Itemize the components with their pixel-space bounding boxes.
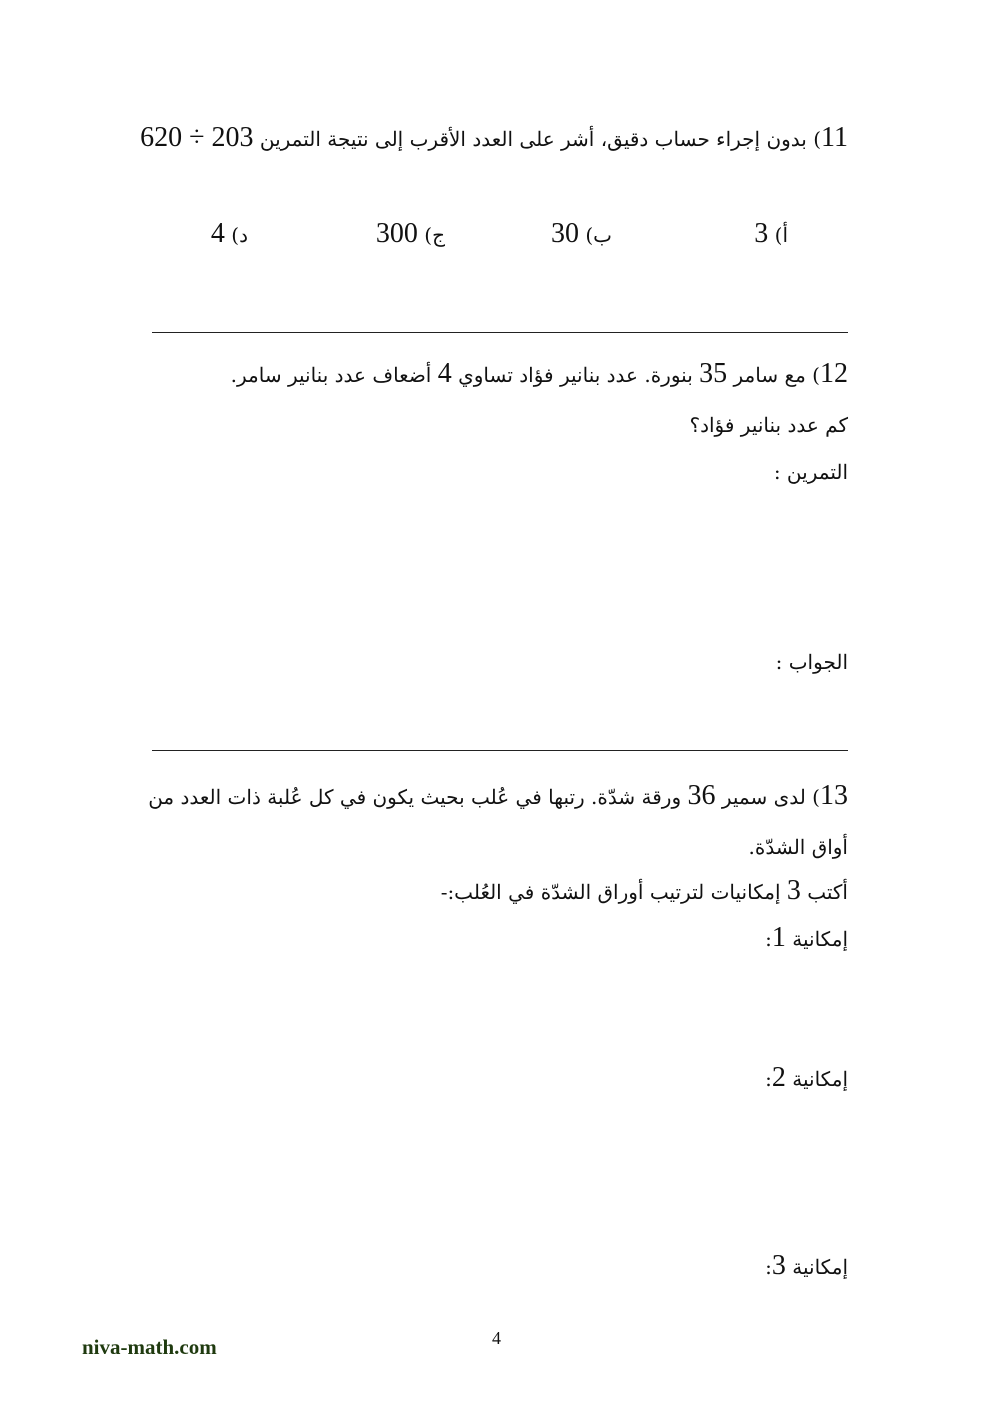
possibility-suffix: : — [765, 1255, 772, 1279]
option-label: د — [239, 223, 248, 247]
option-value: 300 — [375, 218, 418, 249]
q13-num-a: 36 — [687, 780, 716, 811]
q11-option-b[interactable]: ب) 30 — [551, 218, 612, 249]
q11-option-d[interactable]: د) 4 — [210, 218, 248, 249]
possibility-suffix: : — [765, 1067, 772, 1091]
possibility-num: 1 — [771, 922, 786, 953]
page-number: 4 — [492, 1328, 501, 1348]
option-label: ج — [432, 223, 445, 247]
q11-text: بدون إجراء حساب دقيق، أشر على العدد الأقرب إلى نتيجة التمرين — [259, 127, 807, 151]
q12-line: 12) مع سامر 35 بنورة. عدد بنانير فؤاد تساوي 4 أضعاف عدد بنانير سامر. — [230, 358, 848, 389]
q12-text-a: مع سامر — [733, 363, 806, 387]
q13-possibility-1 — [765, 922, 848, 954]
q13-number: 13 — [820, 780, 848, 811]
divider-1 — [152, 332, 848, 333]
q12-text-c: أضعاف عدد بنانير سامر. — [230, 363, 432, 387]
q12-exercise-area[interactable] — [152, 495, 848, 635]
q12-text-b: بنورة. عدد بنانير فؤاد تساوي — [458, 363, 693, 387]
q11-line: 11) بدون إجراء حساب دقيق، أشر على العدد الأقرب إلى نتيجة التمرين 620 ÷ 203 — [140, 122, 848, 153]
q12-number: 12 — [820, 358, 848, 389]
option-value: 30 — [551, 218, 579, 249]
q13-possibility-2 — [765, 1062, 848, 1094]
possibility-label: إمكانية — [792, 1067, 848, 1091]
q11-option-a[interactable]: أ) 3 — [754, 218, 788, 249]
q13-line-2: أواق الشدّة. — [748, 835, 848, 859]
q11-option-c[interactable]: ج) 300 — [375, 218, 445, 249]
q12-num-a: 35 — [699, 358, 728, 389]
q12-question: كم عدد بنانير فؤاد؟ — [689, 413, 848, 437]
q13-instruction — [441, 875, 848, 907]
q13-instr-b: إمكانيات لترتيب أوراق الشدّة في العُلب:- — [440, 880, 781, 904]
q13-instr-a: أكتب — [807, 880, 848, 904]
q12-answer-area[interactable] — [152, 680, 772, 730]
possibility-num: 3 — [771, 1250, 786, 1281]
q13-line: 13) لدى سمير 36 ورقة شدّة. رتبها في عُلب بحيث يكون في كل عُلبة ذات العدد من — [148, 780, 848, 811]
site-link[interactable]: niva-math.com — [82, 1335, 217, 1359]
option-label: أ — [782, 223, 788, 247]
q11-number: 11 — [821, 122, 848, 153]
option-value: 3 — [754, 218, 769, 249]
possibility-suffix: : — [765, 927, 772, 951]
possibility-label: إمكانية — [792, 1255, 848, 1279]
option-label: ب — [593, 223, 612, 247]
possibility-label: إمكانية — [792, 927, 848, 951]
q11-expression: 620 ÷ 203 — [140, 122, 254, 153]
q12-exercise-label: التمرين : — [773, 460, 848, 484]
q13-text-b: ورقة شدّة. رتبها في عُلب بحيث يكون في كل عُلبة ذات العدد من — [148, 785, 682, 809]
q12-answer-label: الجواب : — [775, 650, 848, 674]
q13-possibility-2-area[interactable] — [152, 1100, 848, 1230]
q13-possibility-1-area[interactable] — [152, 960, 848, 1055]
q12-num-b: 4 — [437, 358, 452, 389]
possibility-num: 2 — [771, 1062, 786, 1093]
q13-instr-num: 3 — [786, 875, 801, 906]
q13-possibility-3 — [765, 1250, 848, 1282]
divider-2 — [152, 750, 848, 751]
q13-text-a: لدى سمير — [721, 785, 806, 809]
option-value: 4 — [210, 218, 225, 249]
